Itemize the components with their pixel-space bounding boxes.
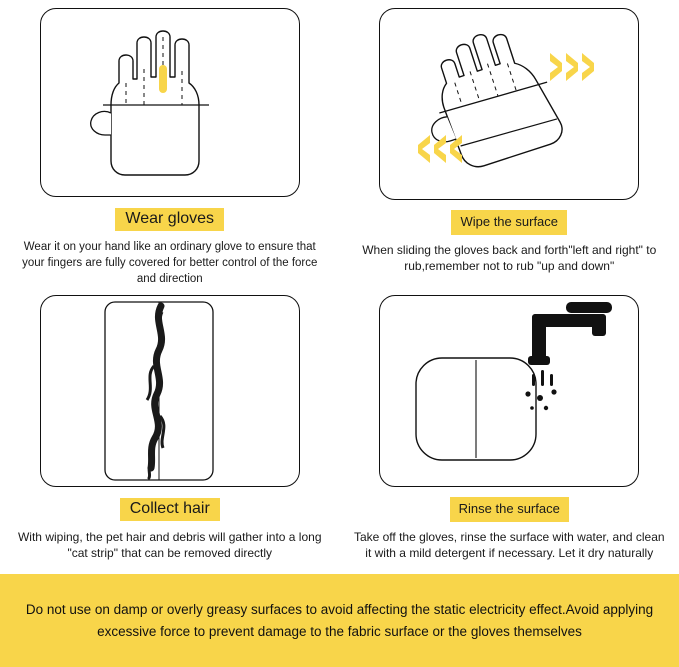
title-wrap-wipe-the-surface bbox=[451, 210, 567, 234]
panel-caption-wear-gloves: Wear it on your hand like an ordinary glove to ensure that your fingers are fully covered for better control of the force and direction bbox=[22, 241, 318, 285]
warning-text: Do not use on damp or overly greasy surfaces to avoid affecting the static electricity effect.Avoid applying excessive force to prevent damage to the fabric surface or the gloves themselves bbox=[25, 601, 654, 639]
illustration-rinse-the-surface bbox=[379, 295, 639, 487]
glove-hand-icon bbox=[41, 9, 299, 197]
panel-wear-gloves bbox=[0, 0, 340, 287]
panel-title-collect-hair: Collect hair bbox=[120, 498, 220, 521]
illustration-collect-hair bbox=[40, 295, 300, 487]
panel-title-wipe-the-surface: Wipe the surface bbox=[451, 210, 567, 235]
title-wrap-collect-hair bbox=[120, 497, 220, 521]
panel-collect-hair bbox=[0, 287, 340, 574]
panel-rinse-the-surface bbox=[340, 287, 679, 574]
highlight-strip-icon bbox=[159, 65, 167, 93]
panel-caption-rinse-the-surface: Take off the gloves, rinse the surface with water, and clean it with a mild detergent if necessary. Let it dry naturally bbox=[353, 530, 665, 560]
title-wrap-wear-gloves bbox=[115, 207, 224, 231]
faucet-rinse-icon bbox=[380, 296, 638, 486]
panel-title-wear-gloves: Wear gloves bbox=[115, 208, 224, 231]
panel-caption-collect-hair: With wiping, the pet hair and debris will gather into a long "cat strip" that can be removed directly bbox=[17, 530, 322, 560]
title-wrap-rinse-the-surface bbox=[450, 497, 569, 521]
illustration-wipe-the-surface bbox=[379, 8, 639, 200]
panel-caption-wipe-the-surface: When sliding the gloves back and forth"left and right" to rub,remember not to rub "up and down" bbox=[362, 243, 657, 273]
panel-title-rinse-the-surface: Rinse the surface bbox=[450, 497, 569, 522]
hair-clump-icon bbox=[41, 296, 299, 486]
warning-banner bbox=[0, 574, 679, 667]
chevrons-right-icon bbox=[550, 53, 594, 81]
illustration-wear-gloves bbox=[40, 8, 300, 197]
panel-wipe-the-surface bbox=[340, 0, 679, 287]
faucet-icon bbox=[528, 302, 612, 365]
glove-wipe-icon bbox=[380, 9, 638, 199]
